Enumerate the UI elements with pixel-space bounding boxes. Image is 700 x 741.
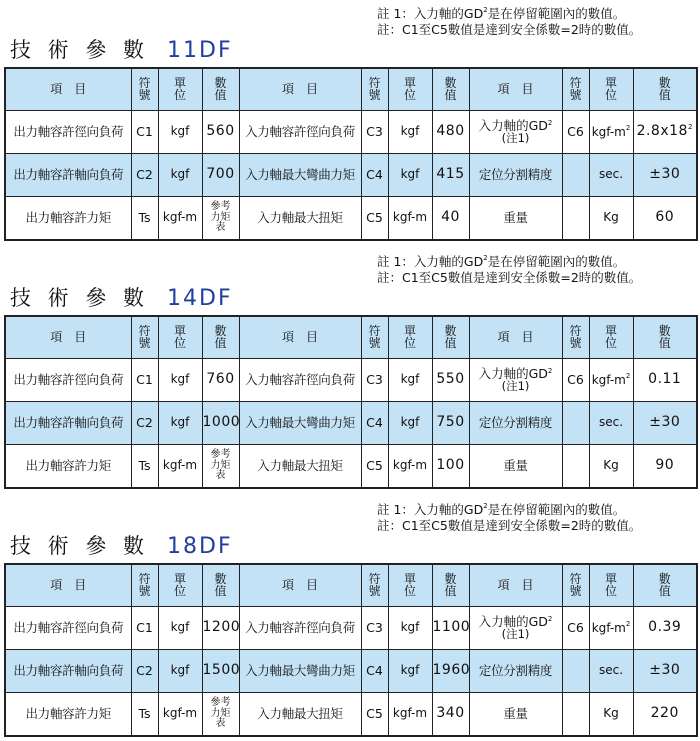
item-name-gd: 入力軸的$GD^2$ (注1) bbox=[469, 110, 562, 153]
value-cell: 750 bbox=[432, 401, 469, 444]
header-unit: 單 位 bbox=[388, 316, 432, 358]
value-cell: 415 bbox=[432, 153, 469, 196]
symbol-cell: C4 bbox=[361, 153, 388, 196]
header-value: 數 值 bbox=[202, 68, 239, 110]
unit-cell: kgf bbox=[158, 153, 202, 196]
item-name: 重量 bbox=[469, 444, 562, 488]
unit-cell: sec. bbox=[589, 649, 633, 692]
symbol-cell bbox=[562, 444, 589, 488]
item-name: 定位分割精度 bbox=[469, 401, 562, 444]
unit-cell: kgf-m bbox=[388, 444, 432, 488]
header-item: 項 目 bbox=[239, 316, 361, 358]
header-item: 項 目 bbox=[469, 316, 562, 358]
unit-cell: kgf-m bbox=[158, 692, 202, 736]
header-unit: 單 位 bbox=[158, 564, 202, 606]
item-name: 出力軸容許徑向負荷 bbox=[5, 110, 131, 153]
header-row bbox=[5, 564, 697, 606]
header-value: 數 值 bbox=[202, 316, 239, 358]
header-symbol: 符 號 bbox=[131, 68, 158, 110]
item-name: 出力軸容許力矩 bbox=[5, 444, 131, 488]
notes bbox=[377, 250, 641, 286]
note-1: 註 1：入力軸的$GD^2$是在停留範圍內的數值。 bbox=[377, 502, 626, 517]
value-cell: 1000 bbox=[202, 401, 239, 444]
header-unit: 單 位 bbox=[388, 68, 432, 110]
unit-cell: kgf-m bbox=[158, 444, 202, 488]
value-cell: 參考 力矩 表 bbox=[202, 444, 239, 488]
title-text: 技 術 參 數 bbox=[10, 38, 150, 62]
value-cell: ±30 bbox=[633, 153, 697, 196]
value-cell: 1500 bbox=[202, 649, 239, 692]
header-symbol: 符 號 bbox=[562, 68, 589, 110]
unit-cell: kgf bbox=[388, 649, 432, 692]
note-1: 註 1：入力軸的$GD^2$是在停留範圍內的數值。 bbox=[377, 254, 626, 269]
header-row bbox=[5, 68, 697, 110]
value-cell: 0.11 bbox=[633, 358, 697, 401]
symbol-cell bbox=[562, 196, 589, 240]
unit-cell: Kg bbox=[589, 692, 633, 736]
symbol-cell: C2 bbox=[131, 153, 158, 196]
header-symbol: 符 號 bbox=[361, 564, 388, 606]
note-2: 註：C1至C5數值是達到安全係數=2時的數值。 bbox=[377, 270, 642, 285]
unit-cell: kgf bbox=[388, 153, 432, 196]
value-cell: 340 bbox=[432, 692, 469, 736]
item-name: 重量 bbox=[469, 196, 562, 240]
header-symbol: 符 號 bbox=[361, 68, 388, 110]
header-value: 數 值 bbox=[633, 564, 697, 606]
symbol-cell: Ts bbox=[131, 444, 158, 488]
unit-cell: kgf-$m^2$ bbox=[589, 606, 633, 649]
value-cell: 參考 力矩 表 bbox=[202, 196, 239, 240]
table-row bbox=[5, 358, 697, 401]
table-row bbox=[5, 110, 697, 153]
spec-table bbox=[4, 563, 698, 737]
item-name: 重量 bbox=[469, 692, 562, 736]
header-row bbox=[5, 316, 697, 358]
item-name: 出力軸容許力矩 bbox=[5, 692, 131, 736]
unit-cell: kgf bbox=[158, 649, 202, 692]
symbol-cell: C6 bbox=[562, 358, 589, 401]
item-name: 出力軸容許徑向負荷 bbox=[5, 358, 131, 401]
section-title bbox=[10, 282, 233, 312]
item-name: 出力軸容許軸向負荷 bbox=[5, 649, 131, 692]
unit-cell: kgf-$m^2$ bbox=[589, 110, 633, 153]
unit-cell: sec. bbox=[589, 153, 633, 196]
table-row bbox=[5, 401, 697, 444]
item-name: 入力軸最大彎曲力矩 bbox=[239, 649, 361, 692]
symbol-cell: C1 bbox=[131, 110, 158, 153]
model-number: 18DF bbox=[167, 534, 233, 559]
value-cell: 220 bbox=[633, 692, 697, 736]
value-cell: 760 bbox=[202, 358, 239, 401]
unit-cell: kgf-$m^2$ bbox=[589, 358, 633, 401]
item-name-gd: 入力軸的$GD^2$ (注1) bbox=[469, 606, 562, 649]
value-cell: 40 bbox=[432, 196, 469, 240]
symbol-cell: C3 bbox=[361, 358, 388, 401]
value-cell: 參考 力矩 表 bbox=[202, 692, 239, 736]
value-cell: 60 bbox=[633, 196, 697, 240]
unit-cell: kgf bbox=[388, 606, 432, 649]
item-name: 入力軸最大彎曲力矩 bbox=[239, 401, 361, 444]
unit-cell: kgf-m bbox=[388, 692, 432, 736]
note-2: 註：C1至C5數值是達到安全係數=2時的數值。 bbox=[377, 518, 642, 533]
symbol-cell: Ts bbox=[131, 692, 158, 736]
title-text: 技 術 參 數 bbox=[10, 534, 150, 558]
table-row bbox=[5, 606, 697, 649]
symbol-cell: Ts bbox=[131, 196, 158, 240]
symbol-cell: C4 bbox=[361, 649, 388, 692]
symbol-cell: C6 bbox=[562, 110, 589, 153]
unit-cell: kgf bbox=[158, 110, 202, 153]
header-unit: 單 位 bbox=[589, 564, 633, 606]
header-unit: 單 位 bbox=[589, 316, 633, 358]
header-item: 項 目 bbox=[5, 564, 131, 606]
header-symbol: 符 號 bbox=[361, 316, 388, 358]
unit-cell: Kg bbox=[589, 444, 633, 488]
header-value: 數 值 bbox=[432, 68, 469, 110]
value-cell: 90 bbox=[633, 444, 697, 488]
value-cell: 100 bbox=[432, 444, 469, 488]
header-symbol: 符 號 bbox=[131, 564, 158, 606]
value-cell: 0.39 bbox=[633, 606, 697, 649]
item-name: 定位分割精度 bbox=[469, 153, 562, 196]
item-name: 入力軸容許徑向負荷 bbox=[239, 606, 361, 649]
symbol-cell bbox=[562, 649, 589, 692]
symbol-cell bbox=[562, 692, 589, 736]
value-cell: 480 bbox=[432, 110, 469, 153]
item-name: 入力軸最大扭矩 bbox=[239, 692, 361, 736]
table-row bbox=[5, 196, 697, 240]
item-name: 出力軸容許軸向負荷 bbox=[5, 153, 131, 196]
unit-cell: kgf bbox=[388, 401, 432, 444]
header-symbol: 符 號 bbox=[131, 316, 158, 358]
unit-cell: kgf bbox=[158, 358, 202, 401]
spec-table bbox=[4, 67, 698, 241]
header-value: 數 值 bbox=[432, 316, 469, 358]
value-cell: 1100 bbox=[432, 606, 469, 649]
value-cell: ±30 bbox=[633, 649, 697, 692]
symbol-cell: C2 bbox=[131, 401, 158, 444]
notes bbox=[377, 498, 641, 534]
value-cell: 560 bbox=[202, 110, 239, 153]
unit-cell: Kg bbox=[589, 196, 633, 240]
symbol-cell: C3 bbox=[361, 606, 388, 649]
section-title bbox=[10, 530, 233, 560]
unit-cell: kgf-m bbox=[388, 196, 432, 240]
header-unit: 單 位 bbox=[388, 564, 432, 606]
header-item: 項 目 bbox=[5, 316, 131, 358]
note-1: 註 1：入力軸的$GD^2$是在停留範圍內的數值。 bbox=[377, 6, 626, 21]
symbol-cell: C6 bbox=[562, 606, 589, 649]
header-item: 項 目 bbox=[239, 68, 361, 110]
symbol-cell: C5 bbox=[361, 692, 388, 736]
table-row bbox=[5, 444, 697, 488]
value-cell: 1960 bbox=[432, 649, 469, 692]
value-cell: $2.8x18^2$ bbox=[633, 110, 697, 153]
value-cell: 1200 bbox=[202, 606, 239, 649]
item-name: 入力軸容許徑向負荷 bbox=[239, 358, 361, 401]
item-name: 入力軸最大扭矩 bbox=[239, 444, 361, 488]
header-item: 項 目 bbox=[469, 564, 562, 606]
item-name: 入力軸最大扭矩 bbox=[239, 196, 361, 240]
item-name-gd: 入力軸的$GD^2$ (注1) bbox=[469, 358, 562, 401]
header-unit: 單 位 bbox=[158, 316, 202, 358]
header-value: 數 值 bbox=[633, 316, 697, 358]
model-number: 11DF bbox=[167, 38, 233, 63]
value-cell: 700 bbox=[202, 153, 239, 196]
value-cell: ±30 bbox=[633, 401, 697, 444]
table-row bbox=[5, 692, 697, 736]
item-name: 出力軸容許軸向負荷 bbox=[5, 401, 131, 444]
symbol-cell: C5 bbox=[361, 444, 388, 488]
title-text: 技 術 參 數 bbox=[10, 286, 150, 310]
header-item: 項 目 bbox=[239, 564, 361, 606]
header-symbol: 符 號 bbox=[562, 316, 589, 358]
symbol-cell bbox=[562, 153, 589, 196]
value-cell: 550 bbox=[432, 358, 469, 401]
header-symbol: 符 號 bbox=[562, 564, 589, 606]
item-name: 出力軸容許力矩 bbox=[5, 196, 131, 240]
header-item: 項 目 bbox=[469, 68, 562, 110]
symbol-cell: C1 bbox=[131, 606, 158, 649]
model-number: 14DF bbox=[167, 286, 233, 311]
unit-cell: kgf bbox=[158, 401, 202, 444]
item-name: 入力軸容許徑向負荷 bbox=[239, 110, 361, 153]
spec-table bbox=[4, 315, 698, 489]
symbol-cell: C4 bbox=[361, 401, 388, 444]
unit-cell: kgf-m bbox=[158, 196, 202, 240]
header-value: 數 值 bbox=[633, 68, 697, 110]
unit-cell: sec. bbox=[589, 401, 633, 444]
header-value: 數 值 bbox=[432, 564, 469, 606]
header-value: 數 值 bbox=[202, 564, 239, 606]
note-2: 註：C1至C5數值是達到安全係數=2時的數值。 bbox=[377, 22, 642, 37]
symbol-cell: C3 bbox=[361, 110, 388, 153]
unit-cell: kgf bbox=[388, 358, 432, 401]
unit-cell: kgf bbox=[158, 606, 202, 649]
item-name: 入力軸最大彎曲力矩 bbox=[239, 153, 361, 196]
table-row bbox=[5, 153, 697, 196]
symbol-cell: C5 bbox=[361, 196, 388, 240]
item-name: 定位分割精度 bbox=[469, 649, 562, 692]
header-item: 項 目 bbox=[5, 68, 131, 110]
header-unit: 單 位 bbox=[158, 68, 202, 110]
unit-cell: kgf bbox=[388, 110, 432, 153]
notes bbox=[377, 2, 641, 38]
header-unit: 單 位 bbox=[589, 68, 633, 110]
table-row bbox=[5, 649, 697, 692]
symbol-cell: C2 bbox=[131, 649, 158, 692]
section-title bbox=[10, 34, 233, 64]
symbol-cell: C1 bbox=[131, 358, 158, 401]
symbol-cell bbox=[562, 401, 589, 444]
item-name: 出力軸容許徑向負荷 bbox=[5, 606, 131, 649]
